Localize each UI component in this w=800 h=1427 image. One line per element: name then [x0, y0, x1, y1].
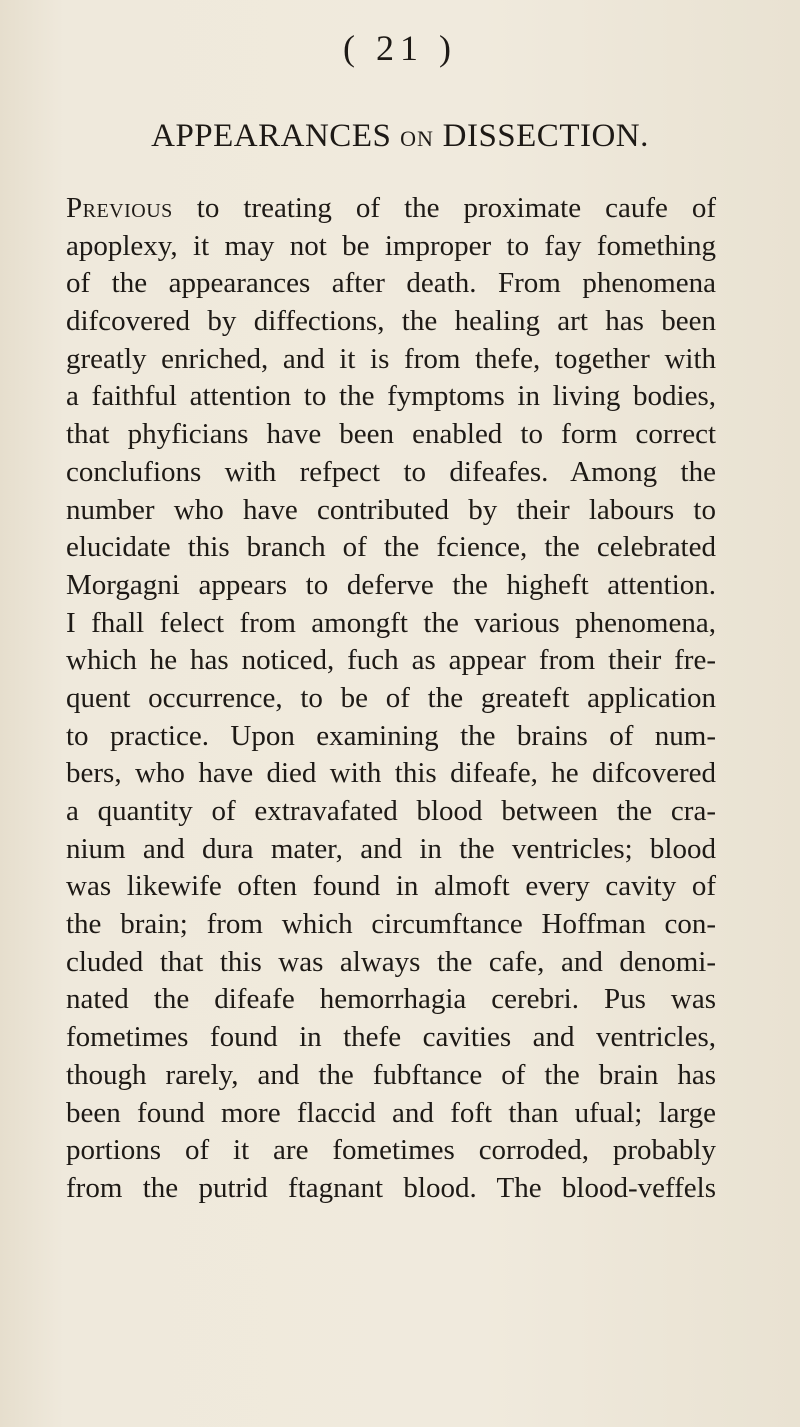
text-line-12: I fhall felect from amongft the various phenomena,	[66, 606, 716, 639]
text-line-19: was likewife often found in almoft every cavity of	[66, 870, 716, 903]
text-line-27: from the putrid ftagnant blood. The blood-veffels	[66, 1171, 716, 1204]
text-line-11: Morgagni appears to deferve the higheft attention.	[66, 568, 716, 601]
text-line-21: cluded that this was always the cafe, and denomi-	[66, 945, 716, 978]
heading-word-on: ON	[400, 126, 434, 151]
text-line-8: conclufions with refpect to difeafes. Among the	[66, 455, 716, 488]
body-paragraph	[66, 190, 716, 1208]
text-line-10: elucidate this branch of the fcience, the celebrated	[66, 531, 716, 564]
heading-word-appearances: APPEARANCES	[151, 118, 392, 154]
text-line-4: difcovered by diffections, the healing art has been	[66, 305, 716, 338]
text-line-6: a faithful attention to the fymptoms in living bodies,	[66, 380, 716, 413]
text-line-3: of the appearances after death. From phenomena	[66, 267, 716, 300]
text-line-1	[66, 190, 716, 228]
heading-word-dissection: DISSECTION.	[442, 118, 649, 154]
text-line-17: a quantity of extravafated blood between the cra-	[66, 795, 716, 827]
text-line-9: number who have contributed by their labours to	[66, 493, 716, 526]
text-line-23: fometimes found in thefe cavities and ventricles,	[66, 1021, 716, 1054]
text-line-13: which he has noticed, fuch as appear from their fre-	[66, 644, 716, 677]
text-line-25: been found more flaccid and foft than ufual; large	[66, 1096, 716, 1129]
text-line-1-rest: to treating of the proximate caufe of	[172, 192, 716, 224]
text-line-20: the brain; from which circumftance Hoffman con-	[66, 908, 716, 941]
text-line-26: portions of it are fometimes corroded, probably	[66, 1134, 716, 1167]
text-line-5: greatly enriched, and it is from thefe, together with	[66, 342, 716, 375]
text-line-24: though rarely, and the fubftance of the brain has	[66, 1058, 716, 1091]
text-line-15: to practice. Upon examining the brains of num-	[66, 719, 716, 752]
text-line-16: bers, who have died with this difeafe, he difcovered	[66, 757, 716, 790]
page-number: ( 21 )	[343, 28, 457, 68]
text-line-18: nium and dura mater, and in the ventricles; blood	[66, 832, 716, 865]
text-line-22: nated the difeafe hemorrhagia cerebri. Pus was	[66, 983, 716, 1016]
opening-word: Previous	[66, 192, 173, 224]
text-line-14: quent occurrence, to be of the greateft application	[66, 681, 716, 714]
section-heading	[0, 120, 800, 153]
text-line-2: apoplexy, it may not be improper to fay fomething	[66, 229, 716, 262]
text-line-7: that phyficians have been enabled to form correct	[66, 418, 716, 451]
